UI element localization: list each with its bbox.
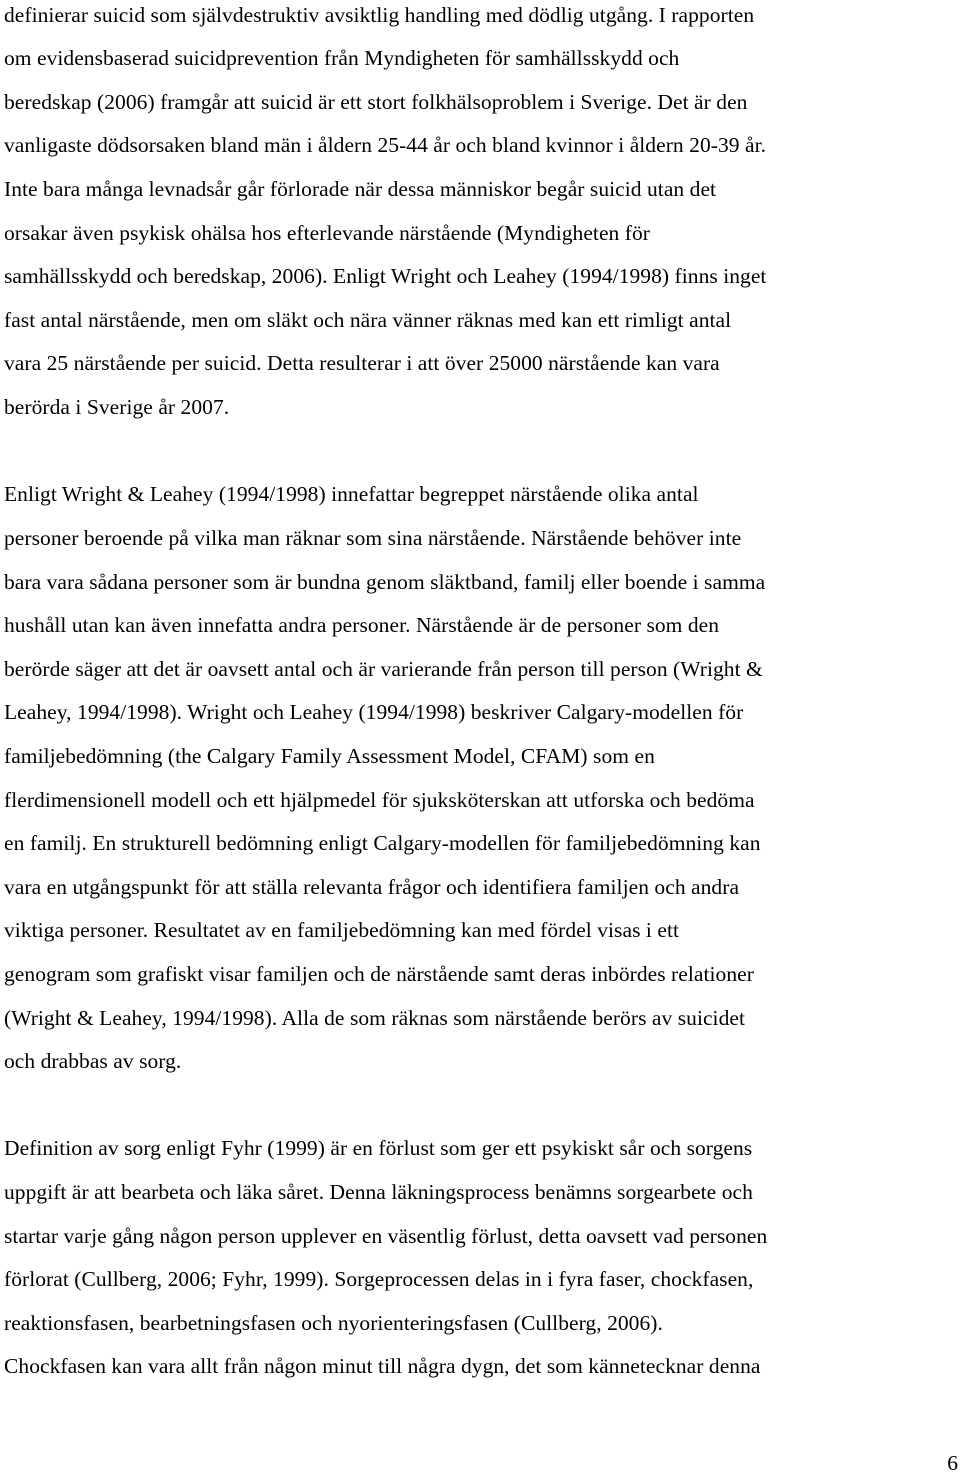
text-line: startar varje gång någon person upplever en väsentlig förlust, detta oavsett vad personen [4, 1224, 768, 1248]
text-line: samhällsskydd och beredskap, 2006). Enligt Wright och Leahey (1994/1998) finns inget [4, 264, 767, 288]
text-line: en familj. En strukturell bedömning enligt Calgary-modellen för familjebedömning kan [4, 831, 761, 855]
text-line: reaktionsfasen, bearbetningsfasen och nyorienteringsfasen (Cullberg, 2006). [4, 1311, 663, 1335]
page-number: 6 [947, 1451, 958, 1475]
text-line: vara 25 närstående per suicid. Detta resulterar i att över 25000 närstående kan vara [4, 351, 720, 375]
text-line: hushåll utan kan även innefatta andra personer. Närstående är de personer som den [4, 613, 720, 637]
text-line: fast antal närstående, men om släkt och nära vänner räknas med kan ett rimligt antal [4, 308, 732, 332]
text-line: förlorat (Cullberg, 2006; Fyhr, 1999). Sorgeprocessen delas in i fyra faser, chockfasen, [4, 1267, 754, 1291]
text-line: Definition av sorg enligt Fyhr (1999) är en förlust som ger ett psykiskt sår och sorgens [4, 1136, 753, 1160]
text-line: om evidensbaserad suicidprevention från Myndigheten för samhällsskydd och [4, 46, 680, 70]
text-line: berörde säger att det är oavsett antal och är varierande från person till person (Wright & [4, 657, 763, 681]
text-line: beredskap (2006) framgår att suicid är ett stort folkhälsoproblem i Sverige. Det är den [4, 90, 748, 114]
text-line: personer beroende på vilka man räknar som sina närstående. Närstående behöver inte [4, 526, 742, 550]
text-line: uppgift är att bearbeta och läka såret. Denna läkningsprocess benämns sorgearbete och [4, 1180, 753, 1204]
text-line: familjebedömning (the Calgary Family Assessment Model, CFAM) som en [4, 744, 655, 768]
text-line: och drabbas av sorg. [4, 1049, 182, 1073]
text-line: genogram som grafiskt visar familjen och de närstående samt deras inbördes relationer [4, 962, 754, 986]
text-line: Leahey, 1994/1998). Wright och Leahey (1994/1998) beskriver Calgary-modellen för [4, 700, 744, 724]
text-line: orsakar även psykisk ohälsa hos efterlevande närstående (Myndigheten för [4, 221, 650, 245]
text-line: Inte bara många levnadsår går förlorade när dessa människor begår suicid utan det [4, 177, 717, 201]
text-line: flerdimensionell modell och ett hjälpmedel för sjuksköterskan att utforska och bedöma [4, 788, 755, 812]
text-line: viktiga personer. Resultatet av en familjebedömning kan med fördel visas i ett [4, 918, 679, 942]
text-line: Chockfasen kan vara allt från någon minut till några dygn, det som kännetecknar denna [4, 1354, 761, 1378]
text-line: Enligt Wright & Leahey (1994/1998) innefattar begreppet närstående olika antal [4, 482, 699, 506]
text-line: vanligaste dödsorsaken bland män i åldern 25-44 år och bland kvinnor i åldern 20-39 år. [4, 133, 767, 157]
text-line: berörda i Sverige år 2007. [4, 395, 230, 419]
text-line: vara en utgångspunkt för att ställa relevanta frågor och identifiera familjen och andra [4, 875, 740, 899]
text-line: (Wright & Leahey, 1994/1998). Alla de som räknas som närstående berörs av suicidet [4, 1006, 745, 1030]
text-line: definierar suicid som självdestruktiv avsiktlig handling med dödlig utgång. I rapporten [4, 3, 755, 27]
text-line: bara vara sådana personer som är bundna genom släktband, familj eller boende i samma [4, 570, 766, 594]
